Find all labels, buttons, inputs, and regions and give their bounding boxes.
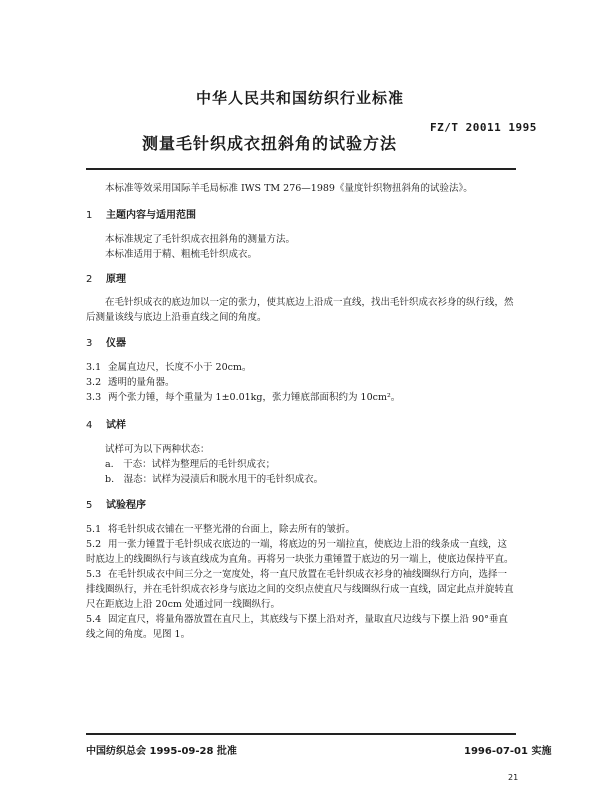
list-item (86, 522, 516, 537)
header-divider (86, 168, 516, 170)
item-text: 将毛针织成衣铺在一平整光滑的台面上，除去所有的皱折。 (108, 524, 356, 535)
approval-date: 中国纺织总会 1995-09-28 批准 (86, 746, 237, 757)
section-number: 5 (86, 500, 93, 511)
section-number: 1 (86, 210, 93, 221)
item-number: 3.3 (86, 392, 102, 403)
section-heading (86, 272, 516, 287)
list-item: a. 干态：试样为整理后的毛针织成衣； (105, 459, 276, 470)
section-heading (86, 418, 516, 433)
section-2 (86, 272, 516, 325)
item-text: 固定直尺，将量角器放置在直尺上，其底线与下摆上沿对齐，量取直尺边线与下摆上沿 90°垂直线之间的角度。见图 1。 (86, 614, 508, 640)
item-text: 两个张力锤，每个重量为 1±0.01kg，张力锤底部面积约为 10cm²。 (108, 392, 401, 403)
page-number: 21 (508, 773, 519, 782)
section-5 (86, 498, 516, 642)
item-text: 金属直边尺，长度不小于 20cm。 (108, 362, 252, 373)
list-item (86, 375, 516, 390)
implementation-date: 1996-07-01 实施 (464, 746, 552, 757)
section-heading (86, 498, 516, 513)
item-text: 用一张力锤置于毛针织成衣底边的一端，将底边的另一端拉直，使底边上沿的线条成一直线，这时底边上的线圈纵行与该直线成为直角。再将另一块张力重锤置于底边的另一端上，使底边保持平直。 (86, 539, 514, 565)
section-title: 试验程序 (106, 500, 146, 511)
intro-block (86, 181, 516, 196)
section-title: 原理 (106, 274, 126, 285)
list-item (86, 567, 516, 612)
item-text: 透明的量角器。 (108, 377, 175, 388)
section-number: 2 (86, 274, 93, 285)
document-title: 测量毛针织成衣扭斜角的试验方法 (142, 134, 398, 153)
list-item (86, 612, 516, 642)
paragraph: 本标准适用于精、粗梳毛针织成衣。 (105, 249, 258, 260)
item-text: 在毛针织成衣中间三分之一宽度处，将一直尺放置在毛针织成衣衫身的袖线圈纵行方向，选择一排线圈纵行，并在毛针织成衣衫身与底边之间的交织点使直尺与线圈纵行成一直线，固定此点并旋转直尺在距底边上沿 20cm 处通过同一线圈纵行。 (86, 569, 514, 610)
item-number: 5.1 (86, 524, 102, 535)
item-number: 5.2 (86, 539, 102, 550)
section-number: 4 (86, 420, 93, 431)
intro-text: 本标准等效采用国际羊毛局标准 IWS TM 276—1989《量度针织物扭斜角的试验法》。 (105, 183, 473, 194)
list-item (86, 390, 516, 405)
list-item: b. 湿态：试样为浸渍后和脱水甩干的毛针织成衣。 (105, 474, 324, 485)
section-number: 3 (86, 338, 93, 349)
list-item (86, 360, 516, 375)
section-title: 试样 (106, 420, 126, 431)
section-1 (86, 208, 516, 262)
section-title: 仪器 (106, 338, 126, 349)
section-heading (86, 208, 516, 223)
section-heading (86, 336, 516, 351)
section-4 (86, 418, 516, 487)
standard-number: FZ/T 20011 1995 (430, 121, 537, 134)
item-number: 3.1 (86, 362, 102, 373)
list-item (86, 537, 516, 567)
paragraph: 试样可为以下两种状态： (105, 444, 210, 455)
paragraph: 本标准规定了毛针织成衣扭斜角的测量方法。 (105, 234, 296, 245)
section-title: 主题内容与适用范围 (106, 210, 196, 221)
paragraph: 在毛针织成衣的底边加以一定的张力，使其底边上沿成一直线，找出毛针织成衣衫身的纵行线，然后测量该线与底边上沿垂直线之间的角度。 (86, 297, 514, 323)
issuing-organization: 中华人民共和国纺织行业标准 (195, 89, 404, 107)
item-number: 3.2 (86, 377, 102, 388)
item-number: 5.4 (86, 614, 102, 625)
footer-divider (86, 733, 516, 735)
item-number: 5.3 (86, 569, 102, 580)
section-3 (86, 336, 516, 405)
